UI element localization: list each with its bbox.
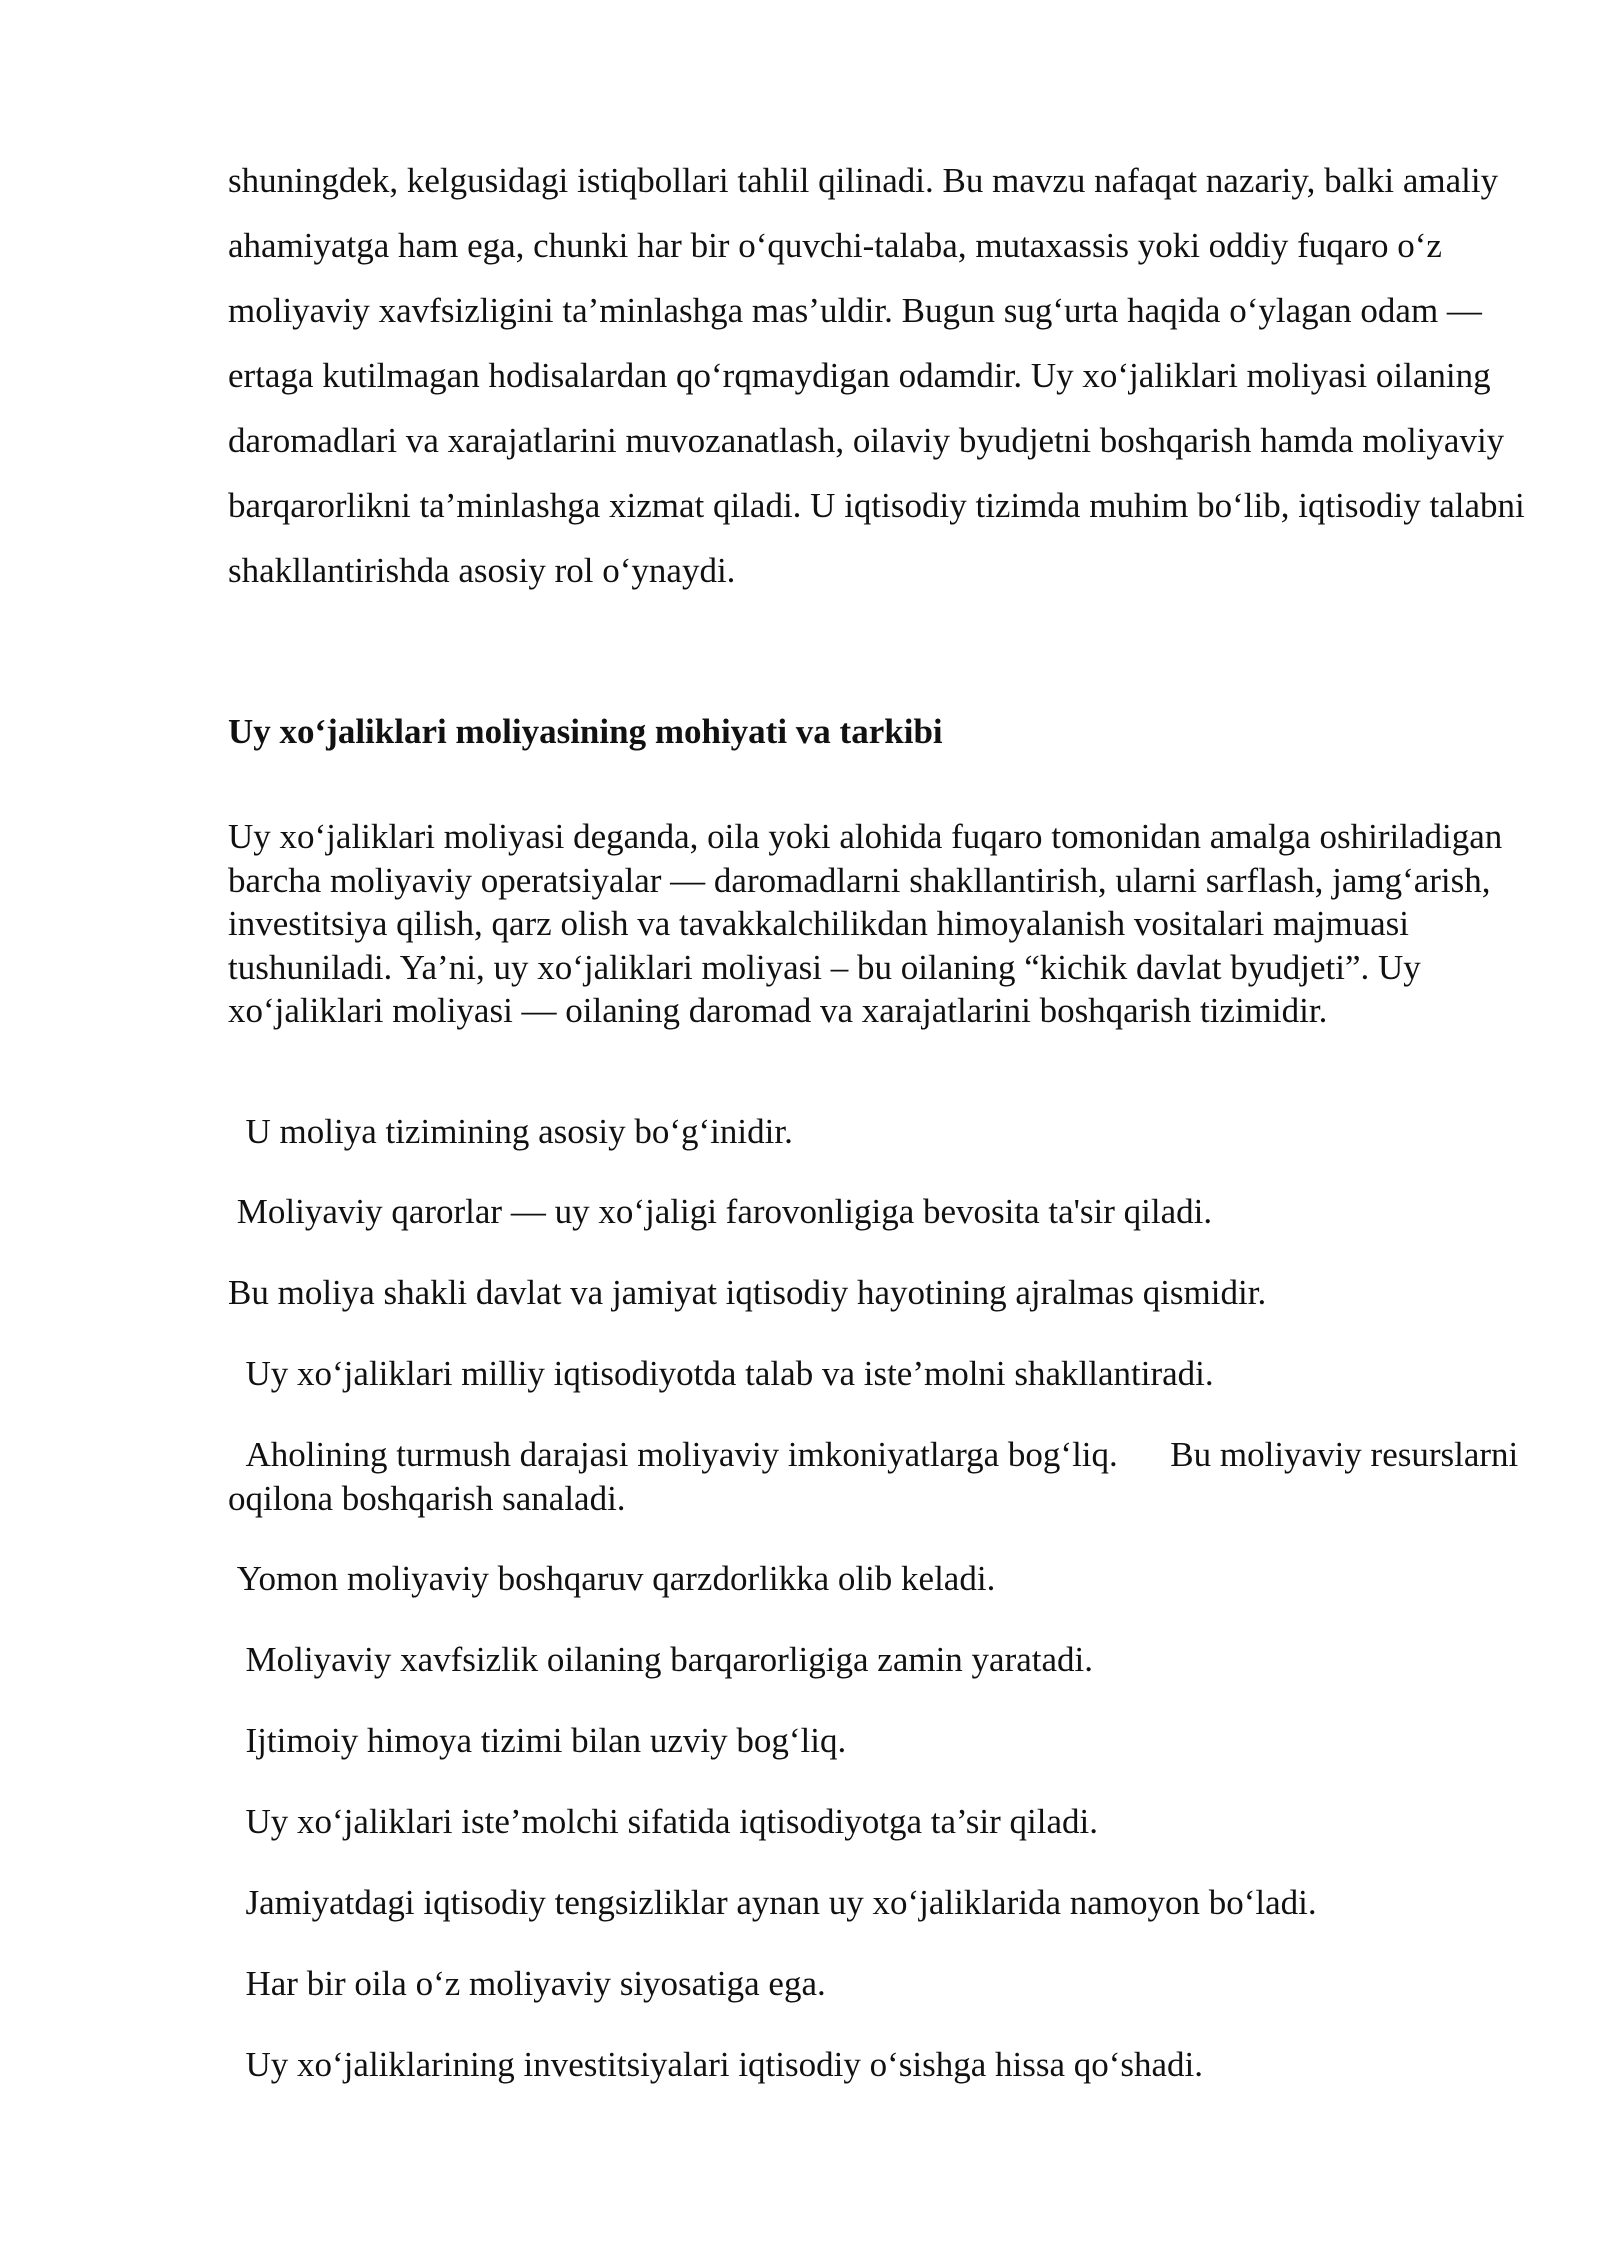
statement-10: Jamiyatdagi iqtisodiy tengsizliklar aynan uy xo‘jaliklarida namoyon bo‘ladi. xyxy=(228,1883,1317,1922)
statement-12: Uy xo‘jaliklarining investitsiyalari iqtisodiy o‘sishga hissa qo‘shadi. xyxy=(228,2045,1204,2084)
statement-11: Har bir oila o‘z moliyaviy siyosatiga ega. xyxy=(228,1964,826,2003)
section-heading: Uy xo‘jaliklari moliyasining mohiyati va tarkibi xyxy=(228,712,943,751)
statement-5: Aholining turmush darajasi moliyaviy imkoniyatlarga bog‘liq. Bu moliyaviy resurslarni oqilona boshqarish sanaladi. xyxy=(228,1435,1528,1518)
statement-3: Bu moliya shakli davlat va jamiyat iqtisodiy hayotining ajralmas qismidir. xyxy=(228,1273,1267,1312)
statement-2: Moliyaviy qarorlar — uy xo‘jaligi farovonligiga bevosita ta'sir qiladi. xyxy=(228,1192,1213,1231)
statement-7: Moliyaviy xavfsizlik oilaning barqarorligiga zamin yaratadi. xyxy=(228,1640,1094,1679)
statement-4: Uy xo‘jaliklari milliy iqtisodiyotda talab va iste’molni shakllantiradi. xyxy=(228,1354,1214,1393)
statement-8: Ijtimoiy himoya tizimi bilan uzviy bog‘liq. xyxy=(228,1721,847,1760)
definition-paragraph: Uy xo‘jaliklari moliyasi deganda, oila yoki alohida fuqaro tomonidan amalga oshiriladigan barcha moliyaviy operatsiyalar — daromadlarni shakllantirish, ularni sarflash, jamg‘arish, investitsiya qilish, qarz olish va tavakkalchilikdan himoyalanish vositalari majmuasi tushuniladi. Ya’ni, uy xo‘jaliklari moliyasi – bu oilaning “kichik davlat byudjeti”. Uy xo‘jaliklari moliyasi — oilaning daromad va xarajatlarini boshqarish tizimidir. xyxy=(228,817,1503,1030)
statement-6: Yomon moliyaviy boshqaruv qarzdorlikka olib keladi. xyxy=(228,1559,996,1598)
intro-paragraph: shuningdek, kelgusidagi istiqbollari tahlil qilinadi. Bu mavzu nafaqat nazariy, balki amaliy ahamiyatga ham ega, chunki har bir o‘quvchi-talaba, mutaxassis yoki oddiy fuqaro o‘z moliyaviy xavfsizligini ta’minlashga mas’uldir. Bugun sug‘urta haqida o‘ylagan odam — ertaga kutilmagan hodisalardan qo‘rqmaydigan odamdir. Uy xo‘jaliklari moliyasi oilaning daromadlari va xarajatlarini muvozanatlash, oilaviy byudjetni boshqarish hamda moliyaviy barqarorlikni ta’minlashga xizmat qiladi. U iqtisodiy tizimda muhim bo‘lib, iqtisodiy talabni shakllantirishda asosiy rol o‘ynaydi. xyxy=(228,161,1525,590)
statement-9: Uy xo‘jaliklari iste’molchi sifatida iqtisodiyotga ta’sir qiladi. xyxy=(228,1802,1098,1841)
statement-1: U moliya tizimining asosiy bo‘g‘inidir. xyxy=(228,1112,793,1151)
